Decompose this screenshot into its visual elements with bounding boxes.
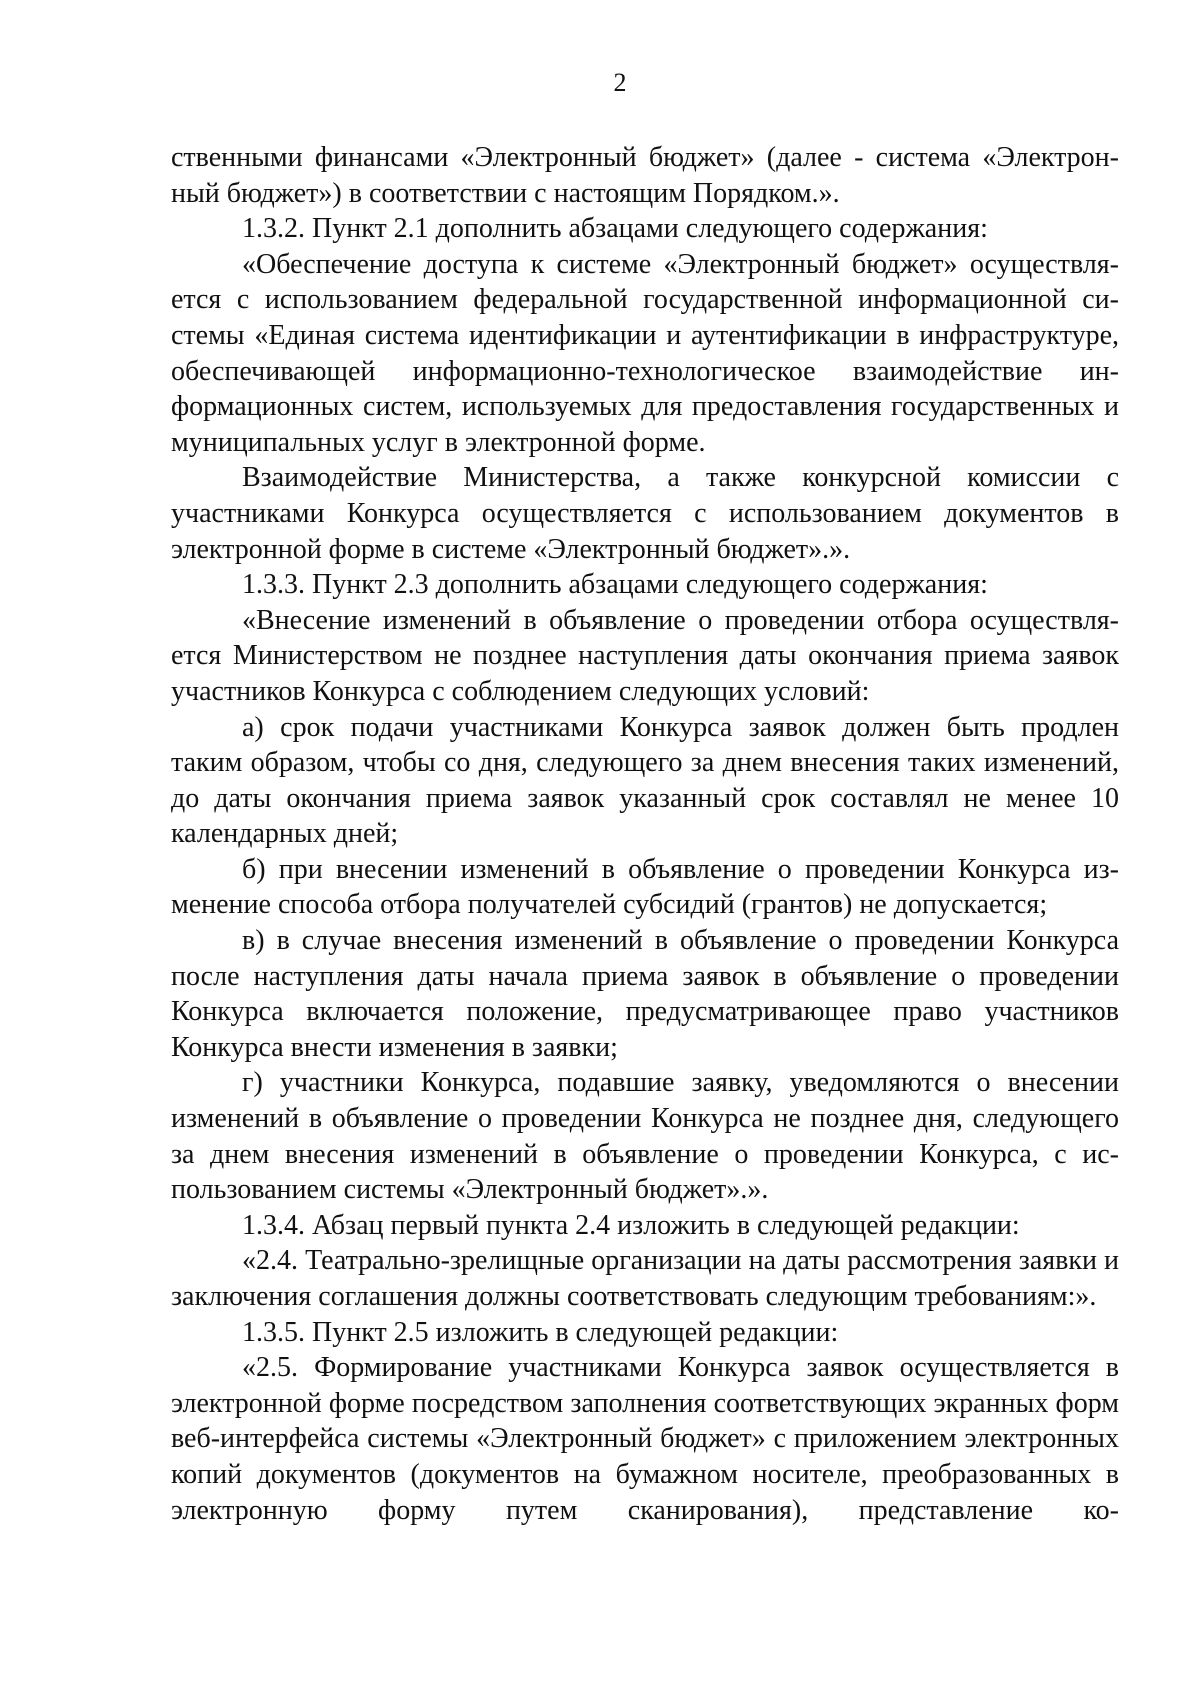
paragraph: 1.3.3. Пункт 2.3 дополнить абзацами следующего содержания: [242,569,988,601]
paragraph: 1.3.4. Абзац первый пункта 2.4 изложить в следующей редакции: [242,1209,1020,1241]
paragraph: а) срок подачи участниками Конкурса заявок должен быть продлен таким образом, чтобы со дня, следующего за днем внесения таких изменений, до даты окончания приема заявок указанный срок составлял не менее 10 календарных дней; [171,711,1119,850]
document-body [171,140,1119,1528]
paragraph: ственными финансами «Электронный бюджет» (далее - система «Электронный бюджет») в соответствии с настоящим Порядком.». [171,142,1119,209]
paragraph: г) участники Конкурса, подавшие заявку, уведомляются о внесении изменений в объявление о проведении Конкурса не позднее дня, следующего за днем внесения изменений в объявление о проведении Конкурса, с использованием системы «Электронный бюджет».». [171,1067,1119,1206]
paragraph: 1.3.2. Пункт 2.1 дополнить абзацами следующего содержания: [242,213,988,245]
paragraph: «2.4. Театрально-зрелищные организации на даты рассмотрения заявки и заключения соглашения должны соответствовать следующим требованиям:». [171,1245,1119,1312]
paragraph: Взаимодействие Министерства, а также конкурсной комиссии с участниками Конкурса осуществляется с использованием документов в электронной форме в системе «Электронный бюджет».». [171,462,1119,565]
paragraph: б) при внесении изменений в объявление о проведении Конкурса изменение способа отбора получателей субсидий (грантов) не допускается; [171,853,1119,921]
paragraph: 1.3.5. Пункт 2.5 изложить в следующей редакции: [242,1316,839,1348]
paragraph: «Внесение изменений в объявление о проведении отбора осуществляется Министерством не позднее наступления даты окончания приема заявок участников Конкурса с соблюдением следующих условий: [171,604,1119,707]
paragraph: в) в случае внесения изменений в объявление о проведении Конкурса после наступления даты начала приема заявок в объявление о проведении Конкурса включается положение, предусматривающее право участников Конкурса внести изменения в заявки; [171,925,1119,1063]
paragraph: «2.5. Формирование участниками Конкурса заявок осуществляется в электронной форме посредством заполнения соответствующих экранных форм веб-интерфейса системы «Электронный бюджет» с приложением электронных копий документов (документов на бумажном носителе, преобразованных в электронную форму путем сканирования), представление ко- [171,1352,1119,1526]
paragraph: «Обеспечение доступа к системе «Электронный бюджет» осуществляется с использованием федеральной государственной информационной системы «Единая система идентификации и аутентификации в инфраструктуре, обеспечивающей информационно-технологическое взаимодействие информационных систем, используемых для предоставления государственных и муниципальных услуг в электронной форме. [171,248,1119,458]
page-number: 2 [613,68,627,97]
